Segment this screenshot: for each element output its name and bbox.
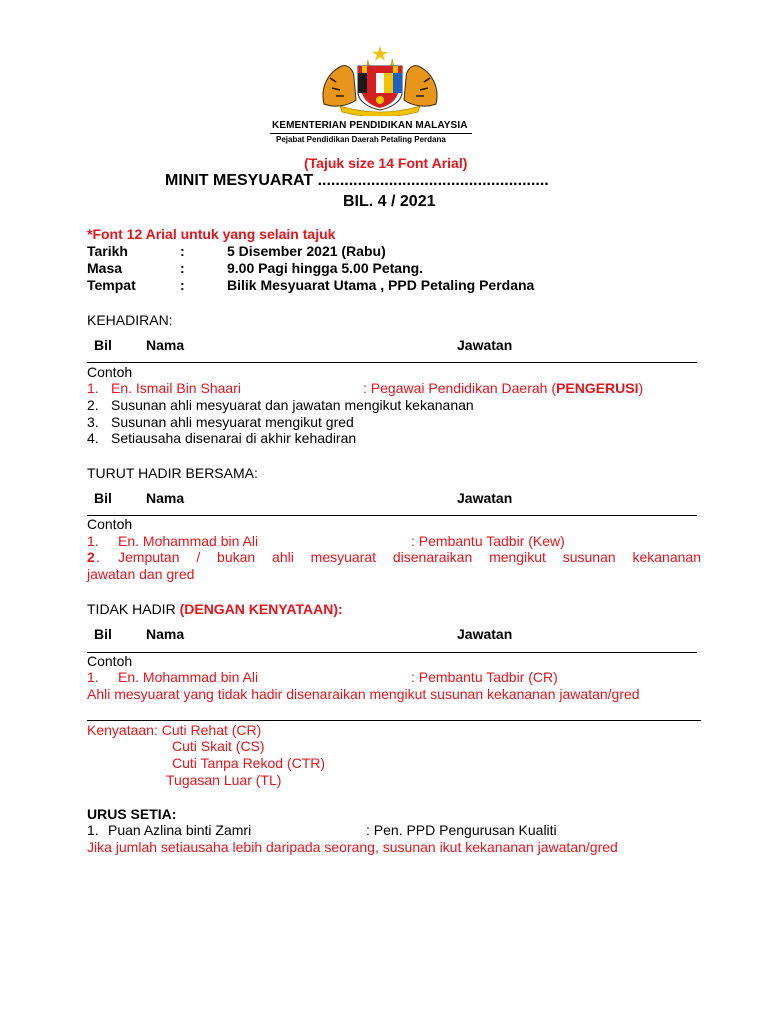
attendee-name: En. Mohammad bin Ali: [118, 533, 259, 549]
info-value-tempat: Bilik Mesyuarat Utama , PPD Petaling Perdana: [227, 277, 535, 293]
list-item-number: 2.: [87, 397, 99, 413]
kenyataan-item: Cuti Tanpa Rekod (CTR): [172, 755, 326, 771]
secretary-post: : Pen. PPD Pengurusan Kualiti: [366, 822, 557, 838]
section-heading-urus-setia: URUS SETIA:: [87, 806, 177, 822]
attendee-post: : Pembantu Tadbir (Kew): [411, 533, 565, 549]
list-item-dot: .: [96, 549, 100, 565]
info-label-tempat: Tempat: [87, 277, 136, 293]
absentee-name: En. Mohammad bin Ali: [118, 669, 259, 685]
column-bil: Bil: [94, 490, 112, 506]
list-item-text: Setiausaha disenarai di akhir kehadiran: [111, 430, 357, 446]
section-heading-tidak-hadir: TIDAK HADIR (DENGAN KENYATAAN):: [87, 601, 343, 617]
column-nama: Nama: [146, 490, 185, 506]
guest-note-line-1: Jemputan / bukan ahli mesyuarat disenaraikan mengikut susunan kekananan: [118, 549, 701, 565]
column-bil: Bil: [94, 337, 112, 353]
info-colon: :: [180, 260, 185, 276]
column-jawatan: Jawatan: [457, 626, 513, 642]
meeting-number: BIL. 4 / 2021: [343, 193, 436, 210]
list-item-number: 1.: [87, 822, 99, 838]
secretary-note: Jika jumlah setiausaha lebih daripada seorang, susunan ikut kekananan jawatan/gred: [87, 839, 618, 855]
guest-note-line-2: jawatan dan gred: [87, 566, 195, 582]
font-note: *Font 12 Arial untuk yang selain tajuk: [87, 226, 336, 242]
ministry-name: KEMENTERIAN PENDIDIKAN MALAYSIA: [272, 120, 468, 131]
chairman-label: PENGERUSI: [556, 380, 639, 396]
malaysia-coat-of-arms-icon: [318, 44, 442, 116]
secretary-name: Puan Azlina binti Zamri: [108, 822, 252, 838]
list-item-number: 3.: [87, 414, 99, 430]
info-value-tarikh: 5 Disember 2021 (Rabu): [227, 243, 386, 259]
contoh-label: Contoh: [87, 364, 133, 380]
section-heading-kehadiran: KEHADIRAN:: [87, 312, 173, 328]
column-nama: Nama: [146, 337, 185, 353]
list-item-number: 1.: [87, 669, 99, 685]
table-header-rule: [87, 362, 697, 363]
column-jawatan: Jawatan: [457, 490, 513, 506]
section-heading-turut-hadir: TURUT HADIR BERSAMA:: [87, 465, 258, 481]
list-item-text: Susunan ahli mesyuarat mengikut gred: [111, 414, 354, 430]
info-label-tarikh: Tarikh: [87, 243, 128, 259]
info-colon: :: [180, 243, 185, 259]
kenyataan-item: Cuti Skait (CS): [172, 738, 265, 754]
section-divider: [87, 720, 701, 721]
header-divider: [270, 133, 472, 134]
office-name: Pejabat Pendidikan Daerah Petaling Perdana: [276, 135, 446, 144]
attendee-post: : Pegawai Pendidikan Daerah (PENGERUSI): [363, 380, 644, 396]
absentee-note: Ahli mesyuarat yang tidak hadir disenaraikan mengikut susunan kekananan jawatan/gred: [87, 686, 640, 702]
heading-with-reason: (DENGAN KENYATAAN):: [179, 601, 343, 617]
absentee-post: : Pembantu Tadbir (CR): [411, 669, 558, 685]
list-item-text: Susunan ahli mesyuarat dan jawatan mengikut kekananan: [111, 397, 474, 413]
list-item-number: 2: [87, 549, 95, 565]
column-nama: Nama: [146, 626, 185, 642]
table-header-rule: [87, 652, 697, 653]
kenyataan-item: Tugasan Luar (TL): [166, 772, 282, 788]
title-size-note: (Tajuk size 14 Font Arial): [304, 155, 468, 171]
page-title: MINIT MESYUARAT ....................................................: [165, 172, 549, 189]
list-item-number: 4.: [87, 430, 99, 446]
contoh-label: Contoh: [87, 516, 133, 532]
column-jawatan: Jawatan: [457, 337, 513, 353]
column-bil: Bil: [94, 626, 112, 642]
attendee-name: En. Ismail Bin Shaari: [111, 380, 241, 396]
table-header-rule: [87, 515, 697, 516]
list-item-number: 1.: [87, 533, 99, 549]
contoh-label: Contoh: [87, 653, 133, 669]
info-value-masa: 9.00 Pagi hingga 5.00 Petang.: [227, 260, 424, 276]
info-label-masa: Masa: [87, 260, 123, 276]
info-colon: :: [180, 277, 185, 293]
kenyataan-item: Kenyataan: Cuti Rehat (CR): [87, 722, 262, 738]
list-item-number: 1.: [87, 380, 99, 396]
